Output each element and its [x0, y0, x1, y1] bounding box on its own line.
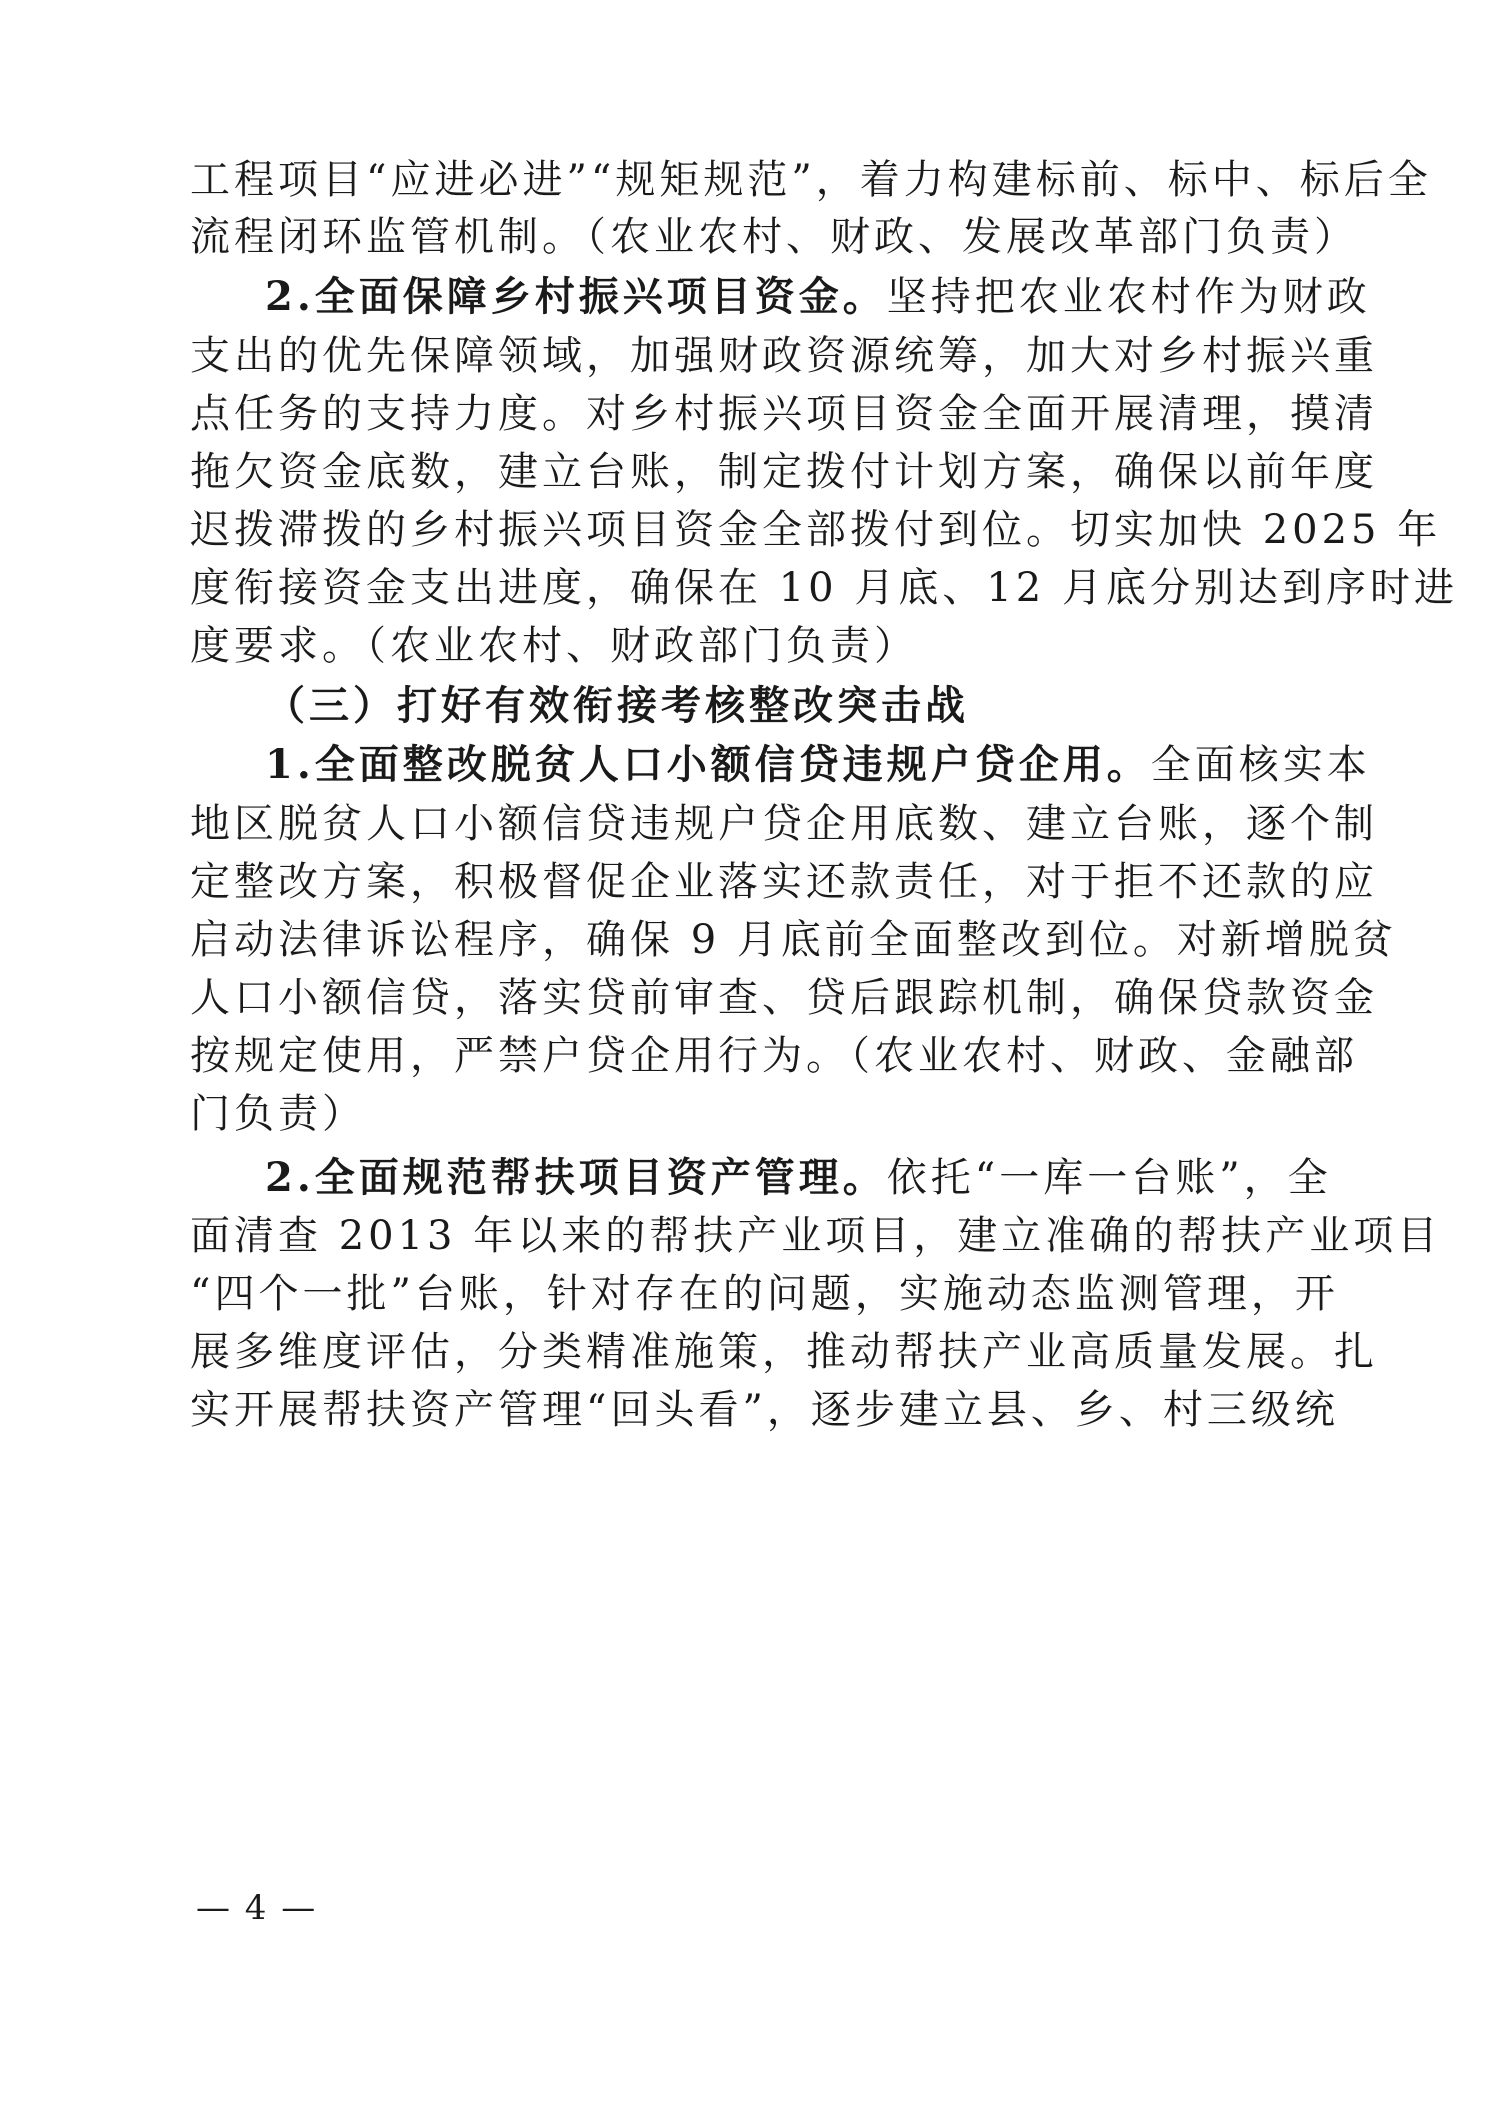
paragraph-line: 实开展帮扶资产管理“回头看”，逐步建立县、乡、村三级统: [190, 1387, 1339, 1433]
paragraph-line: 拖欠资金底数，建立台账，制定拨付计划方案，确保以前年度: [190, 449, 1378, 495]
paragraph-line: 地区脱贫人口小额信贷违规户贷企用底数、建立台账，逐个制: [190, 801, 1378, 847]
paragraph-line: 人口小额信贷，落实贷前审查、贷后跟踪机制，确保贷款资金: [190, 975, 1378, 1021]
paragraph-line: 点任务的支持力度。对乡村振兴项目资金全面开展清理，摸清: [190, 391, 1378, 437]
item-heading: 1.全面整改脱贫人口小额信贷违规户贷企用。: [265, 741, 1151, 788]
page-number: — 4 —: [196, 1888, 318, 1928]
paragraph-line: [265, 741, 1371, 789]
paragraph-line: 度要求。（农业农村、财政部门负责）: [190, 623, 918, 669]
paragraph-line: 启动法律诉讼程序，确保 9 月底前全面整改到位。对新增脱贫: [190, 917, 1397, 963]
paragraph-line: 定整改方案，积极督促企业落实还款责任，对于拒不还款的应: [190, 859, 1378, 905]
paragraph-line: 展多维度评估，分类精准施策，推动帮扶产业高质量发展。扎: [190, 1329, 1378, 1375]
paragraph-line: 按规定使用，严禁户贷企用行为。（农业农村、财政、金融部: [190, 1033, 1358, 1079]
paragraph-text: 依托“一库一台账”，全: [886, 1155, 1332, 1201]
paragraph-line: “四个一批”台账，针对存在的问题，实施动态监测管理，开: [190, 1271, 1339, 1317]
paragraph-line: 面清查 2013 年以来的帮扶产业项目，建立准确的帮扶产业项目: [190, 1213, 1442, 1259]
section-heading: （三）打好有效衔接考核整改突击战: [265, 682, 969, 729]
paragraph-line: 流程闭环监管机制。（农业农村、财政、发展改革部门负责）: [190, 214, 1358, 260]
paragraph-line: [265, 1154, 1332, 1202]
paragraph-line: 支出的优先保障领域，加强财政资源统筹，加大对乡村振兴重: [190, 333, 1378, 379]
paragraph-text: 坚持把农业农村作为财政: [886, 274, 1371, 320]
item-heading: 2.全面保障乡村振兴项目资金。: [265, 273, 887, 320]
paragraph-line: 迟拨滞拨的乡村振兴项目资金全部拨付到位。切实加快 2025 年: [190, 507, 1442, 553]
paragraph-line: 度衔接资金支出进度，确保在 10 月底、12 月底分别达到序时进: [190, 565, 1458, 611]
paragraph-line: 工程项目“应进必进”“规矩规范”，着力构建标前、标中、标后全: [190, 157, 1432, 203]
paragraph-text: 全面核实本: [1150, 742, 1371, 788]
item-heading: 2.全面规范帮扶项目资产管理。: [265, 1154, 887, 1201]
paragraph-line: 门负责）: [190, 1091, 366, 1137]
paragraph-line: [265, 273, 1371, 321]
